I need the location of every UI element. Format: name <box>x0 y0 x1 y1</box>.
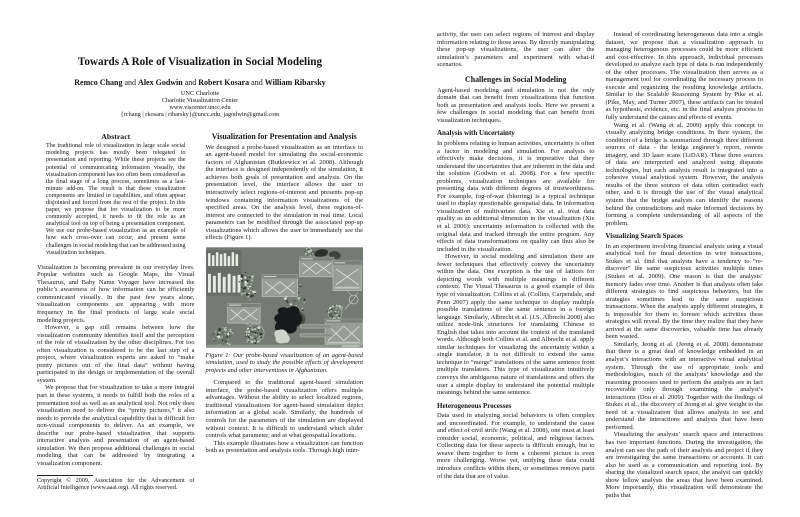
paragraph: Visualization is becoming prevalent in our everyday lives. Popular websites such as Google Maps, the Visual Thesaurus, and Baby Name Voyager have increased the public’s awareness of how information can be efficiently communicated visually. In the past few years alone, visualization components are appearing with more frequency in the final products of large scale social modeling projects. <box>37 263 195 324</box>
authors-line <box>37 78 363 87</box>
column-4 <box>606 31 764 499</box>
paragraph: This example illustrates how a visualization can function both as presentation and analysis tools. Through high inter- <box>205 439 363 455</box>
title-block <box>37 56 363 119</box>
popup-window-glyph <box>262 275 297 297</box>
affiliation-emails: {rchang | rkosara | ribarsky}@uncc.edu, jagodwin@gmail.com <box>120 111 280 119</box>
author-name: William Ribarsky <box>264 78 326 87</box>
affiliation-institution: UNC Charlotte <box>180 89 220 97</box>
paragraph: Wang et al. (Wang et al. 2009) apply this concept to visually analyzing bridge conditions. In their system, the condition of a bridge is summarized through three different sources of data - the bridge engineer’s report, remote imagery, and 3D laser scans (LiDAR). These three sources of data are interpreted and analyzed using disparate technologies, but each analysis result is integrated into a cohesive visual analytical system. However, the analysis results of the three sources of data often contradict each other, and it is through the use of the visual analytical system that the bridge analysts can identify the reasons behind the contradictions and make informed decisions by forming a complete understanding of all aspects of the problem. <box>605 121 763 227</box>
author-name: Alex Godwin <box>138 78 183 87</box>
paragraph: We propose that for visualization to take a more integral part in these systems, it needs to fulfill both the roles of a presentation tool as well as an analytical tool. Not only does visualization need to deliver the “pretty pictures,” it also needs to provide the analytical capability that is difficult for non-visual components to deliver. As an example, we describe our probe-based visualization that supports interactive analysis and presentation of an agent-based simulation. We then propose additional challenges in social modeling that can be addressed by integrating a visualization component. <box>37 384 195 467</box>
section-heading: Challenges in Social Modeling <box>465 74 567 84</box>
paragraph: However, in social modeling and simulation there are fewer techniques that effectively convey the uncertainty within the data. One exception is the use of lattices for depicting words with multiple meanings in different contexts. The Visual Thesaurus is a good example of this type of visualization. Collins et al. (Collins, Carpendale, and Penn 2007) apply the same technique to display multiple possible translations of the same sentence in a foreign language. Similarly, Albrecht et al. (J.S. Albrecht 2008) also utilize node-link structures for translating Chinese to English that takes into account the context of the translated words. Although both Collins et al. and Albrecht et al. apply similar techniques for visualizing the uncertainty within a single translator, it is not difficult to extend the same technique to “merge” translations of the same sentence from multiple translators. This type of visualization intuitively conveys the ambiguous nature of translations and offers the user a simple display to understand the potential multiple meanings behind the same sentence. <box>437 253 595 397</box>
copyright-notice: Copyright © 2009, Association for the Advancement of Artificial Intelligence (www.aaai.org). All rights reserved. <box>37 477 195 491</box>
subsection-heading: Heterogeneous Processes <box>437 401 512 410</box>
column-2 <box>206 132 364 455</box>
paragraph: Visualizing the analysts’ search space and interactions has two important functions. During the investigation, the analyst can see the path of their analysis and project if they are investigating the same transactions or accounts. It can also be used as a communication and reporting tool. By sharing the visualized search space, the analyst can quickly show fellow analysts the areas that have been examined. More importantly, this visualization will demonstrate the paths that <box>605 431 763 499</box>
paragraph: Instead of coordinating heterogeneous data into a single dataset, we propose that a visualization approach to managing heterogenous processes could be more efficient and cost-effective. In this approach, individual processes developed to analyze each type of data is run independently of the other processes. The visualization then serves as a management tool for coordinating the necessary process to execute and organizing the resulting knowledge artifacts. Similar to the Scalable Reasoning System by Pike et al. (Pike, May, and Turner 2007), these artifacts can be treated as hypothesis, evidence, etc. in the final analysis process to fully understand the causes and effects of events. <box>605 31 763 122</box>
subsection-heading: Visualizing Search Spaces <box>605 232 683 241</box>
author-separator: and <box>184 78 197 87</box>
affiliation-center: Charlotte Visualization Center <box>161 96 239 104</box>
author-separator: and <box>124 78 137 87</box>
affiliation-url: www.viscenter.uncc.edu <box>169 104 231 112</box>
affiliation-block <box>37 90 363 119</box>
paragraph: Similarly, Jeong et al. (Jeong et al. 2008) demonstrate that there is a great deal of knowledge embedded in an analyst’s interactions with an interactive visual analytical system. Through the use of appropriate tools and methodologies, much of the analysts’ knowledge and the reasoning processes used to perform the analysis are in fact recoverable only through examining the analyst’s interactions (Dou et al. 2009). Together with the findings of Stukes et al., the discovery of Jeong et al. give weight to the need of a visualization that allows analysts to see and understand the interactions and analysis that have been performed. <box>605 340 763 431</box>
author-name: Robert Kosara <box>198 78 250 87</box>
paragraph: We designed a probe-based visualization as an interface to an agent-based model for simulating the social-economic factors of Afghanistan (Butkiewicz et al. 2008). Although the interface is designed independently of the simulation, it achieves both goals of presentation and analysis. On the presentation level, the interface allows the user to interactively select regions-of-interest and presents pop-up windows containing information visualizations of the specified areas. On the analysis level, these regions-of-interest are connected to the simulation in real time. Local parameters can be modified through the associated pop-up visualizations which allows the user to immediately see the effects (Figure 1). <box>205 143 363 242</box>
paragraph: activity, the user can select regions of interest and display information relating to those areas. By directly manipulating these pop-up visualizations, the user can alter the simulation’s parameters and experiment with what-if scenarios. <box>437 31 595 69</box>
figure-bottom-strip <box>206 345 364 348</box>
section-heading: Visualization for Presentation and Analysis <box>211 131 357 141</box>
figure-caption-text: Our probe-based visualization of an agent-based simulation, used to study the possible effects of development projects and other interventions in Afghanistan. <box>205 351 363 374</box>
popup-window-glyph <box>325 319 362 345</box>
column-1 <box>37 132 195 492</box>
author-separator: and <box>251 78 263 87</box>
figure-1-image <box>206 247 364 348</box>
paragraph: Compared to the traditional agent-based simulation interface, the probe-based visualization offers multiple advantages. Without the ability to select localized regions, traditional visualizations for agent-based simulation depict information at a global scale. Similarly, the hundreds of controls for the parameters of the simulation are displayed without context. It is difficult to understand which slider controls what parameter, and at what geospatial locations. <box>205 379 363 440</box>
paragraph: However, a gap still remains between how the visualization community identifies itself and the perception of the role of visualization by the other disciplines. For too often visualization is considered to be the last step of a project, where visualization experts are asked to “make pretty pictures out of the final data” without having participated in the design or implementation of the overall system. <box>37 324 195 384</box>
page-2 <box>400 0 800 517</box>
paper-title: Towards A Role of Visualization in Social Modeling <box>77 56 323 68</box>
figure-bottom-strip-handle <box>341 345 359 347</box>
copyright-footnote <box>37 475 195 492</box>
paragraph: Data used in analyzing social behaviors is often complex and uncoordinated. For example, to understand the cause and effect of civil strife (Wang et al. 2008), one must at least consider social, economic, political, and religious factors. Collecting data for these aspects is difficult enough, but to weave them together to form a coherent picture is even more challenging. Worse yet, unifying these data could introduce conflicts within them, or sometimes remove parts of the data that are of value. <box>437 412 595 480</box>
paragraph: In problems relating to human activities, uncertainty is often a factor in modeling and simulation. For analysts to effectively make decisions, it is imperative that they understand the uncertainties that are inherent in the data and the solution (Godwin et al. 2008). For a few specific problems, visualization techniques are available for presenting data with different degrees of trustworthiness. For example, fog-of-war (blurring) is a typical technique used to display questionable geospatial data. In information visualization of multivariate data, Xie et al. treat data quality as an additional dimension in the visualization (Xie et al. 2006): uncertainty information is collected with the original data and tracked through the entire program. Any effects of data transformations on quality can thus also be included in the visualization. <box>437 140 595 253</box>
author-name: Remco Chang <box>74 78 123 87</box>
figure-1 <box>206 247 364 375</box>
popup-window-glyph <box>227 303 259 323</box>
abstract-text: The traditional role of visualization in large scale social modeling projects has mostly been relegated to presentation and reporting. While these projects see the potential of communicating information visually, the visualization component has too often been considered as the final stage of a long process, sometimes as a last-minute add-on. The result is that these visualization components are limited in capabilities, and often appear disjointed and forced from the rest of the project. In this paper, we propose that for visualization to be more commonly accepted, it needs to fit the role as an analytical tool on top of being a presentation component. We use our probe-based visualization as an example of how such cross-over can occur, and present some challenges in social modeling that can be addressed using visualization techniques. <box>46 143 186 256</box>
figure-caption <box>206 352 364 375</box>
paragraph: In an experiment involving financial analysts using a visual analytical tool for fraud detection in wire transactions, Stukes et al. find that analysts have a tendency to “re-discover” the same suspicious activities multiple times (Stukes et al. 2009). One reason is that the analysts’ memory fades over time. Another is that analysts often take different strategies to find suspicious behaviors, but the strategies sometimes lead to the same suspicious transactions. When the analysts apply different strategies, it is impossible for them to foresee which activities these strategies will reveal. By the time they realize that they have arrived at the same discoveries, valuable time has already been wasted. <box>605 242 763 341</box>
footnote-rule <box>37 475 93 476</box>
page-2-columns <box>437 31 763 499</box>
page-1-columns <box>37 132 363 492</box>
subsection-heading: Analysis with Uncertainty <box>437 129 515 138</box>
popup-window-glyph <box>332 261 361 291</box>
abstract-heading: Abstract <box>101 131 131 141</box>
popup-window-glyph <box>299 257 333 277</box>
column-3 <box>437 31 595 480</box>
bar-chart-glyph <box>206 250 241 295</box>
figure-caption-label: Figure 1: <box>205 351 231 359</box>
paragraph: Agent-based modeling and simulation is not the only domain that can benefit from visualizations that function both as presentation and analysis tools. Here we present a few challenges in social modeling that can benefit from visualization techniques. <box>437 86 595 124</box>
